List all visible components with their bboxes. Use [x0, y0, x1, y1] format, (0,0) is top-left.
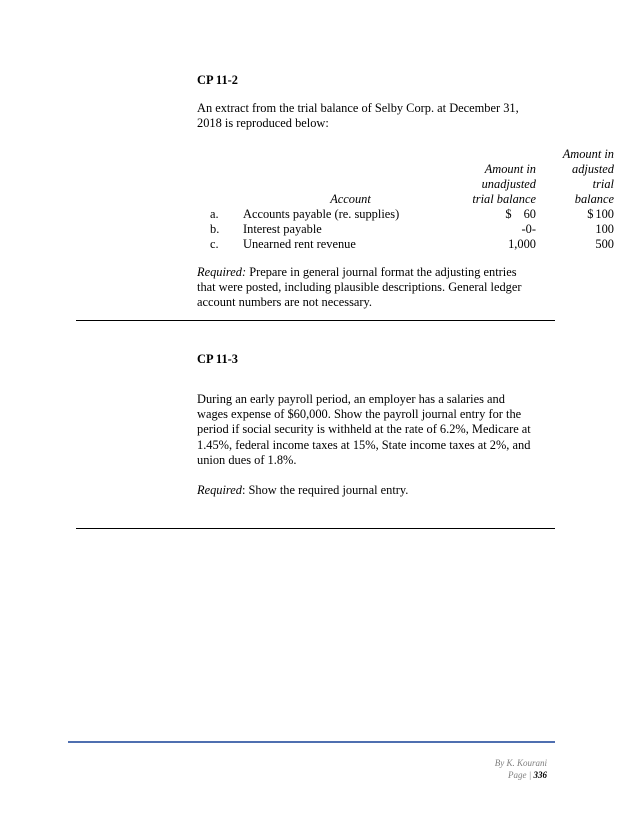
dollar-sign: $	[587, 207, 594, 221]
row-unadjusted	[448, 222, 536, 237]
cp11-3-body	[197, 392, 557, 468]
header-unadjusted	[448, 147, 536, 207]
row-adjusted-value: 500	[595, 237, 614, 251]
row-unadjusted	[448, 207, 536, 222]
header-adjusted-line2: adjusted	[572, 162, 614, 176]
table-row	[196, 222, 614, 237]
header-unadjusted-line1: Amount in	[484, 162, 536, 176]
row-unadjusted-value: 1,000	[508, 237, 536, 251]
row-unadjusted-value: -0-	[521, 222, 536, 236]
cp11-2-intro-line1: An extract from the trial balance of Selby Corp. at December 31,	[197, 101, 519, 115]
header-adjusted-line1: Amount in	[562, 147, 614, 161]
footer-page	[495, 770, 547, 782]
row-adjusted	[536, 237, 614, 252]
header-account: Account	[330, 192, 371, 206]
header-adjusted	[536, 147, 614, 207]
footer-author: By K. Kourani	[494, 758, 547, 768]
row-adjusted	[536, 207, 614, 222]
header-adjusted-line3: trial	[592, 177, 614, 191]
required-label: Required	[197, 483, 242, 497]
row-letter: a.	[210, 207, 219, 221]
cp11-3-line: wages expense of $60,000. Show the payroll journal entry for the	[197, 407, 522, 422]
cp11-2-intro-line2: 2018 is reproduced below:	[197, 116, 329, 131]
row-adjusted-value: 100	[595, 222, 614, 236]
cp11-2-intro	[197, 101, 557, 131]
footer-page-label: Page |	[508, 769, 534, 780]
row-account: Accounts payable (re. supplies)	[243, 207, 400, 221]
row-adjusted	[536, 222, 614, 237]
required-label: Required:	[197, 265, 247, 279]
cp11-3-heading: CP 11-3	[197, 352, 238, 366]
row-account: Interest payable	[243, 222, 322, 236]
footer-rule	[68, 741, 555, 743]
row-adjusted-value: 100	[595, 207, 614, 221]
cp11-3-required	[197, 483, 557, 498]
cp11-2-required	[197, 265, 557, 311]
required-line3: account numbers are not necessary.	[197, 295, 372, 310]
table-row	[196, 207, 614, 222]
row-account: Unearned rent revenue	[243, 237, 356, 251]
header-adjusted-line4: balance	[574, 192, 614, 206]
required-line2: that were posted, including plausible descriptions. General ledger	[197, 280, 522, 295]
trial-balance-table	[196, 147, 614, 252]
footer	[495, 758, 547, 781]
cp11-2-heading: CP 11-2	[197, 73, 238, 87]
page-number: 336	[533, 769, 547, 780]
required-text: : Show the required journal entry.	[241, 483, 409, 497]
section-divider	[76, 320, 555, 321]
dollar-sign: $	[505, 207, 512, 221]
cp11-3-line: During an early payroll period, an employer has a salaries and	[197, 392, 505, 406]
required-line1: Prepare in general journal format the adjusting entries	[246, 265, 517, 279]
row-letter: b.	[210, 222, 220, 236]
cp11-3-line: period if social security is withheld at the rate of 6.2%, Medicare at	[197, 422, 531, 437]
header-unadjusted-line3: trial balance	[472, 192, 536, 206]
cp11-3-line: 1.45%, federal income taxes at 15%, State income taxes at 2%, and	[197, 437, 531, 452]
cp11-3-line: union dues of 1.8%.	[197, 452, 297, 467]
row-unadjusted-value: 60	[523, 207, 536, 221]
row-letter: c.	[210, 237, 219, 251]
row-unadjusted	[448, 237, 536, 252]
header-unadjusted-line2: unadjusted	[481, 177, 536, 191]
section-divider	[76, 528, 555, 529]
table-row	[196, 237, 614, 252]
